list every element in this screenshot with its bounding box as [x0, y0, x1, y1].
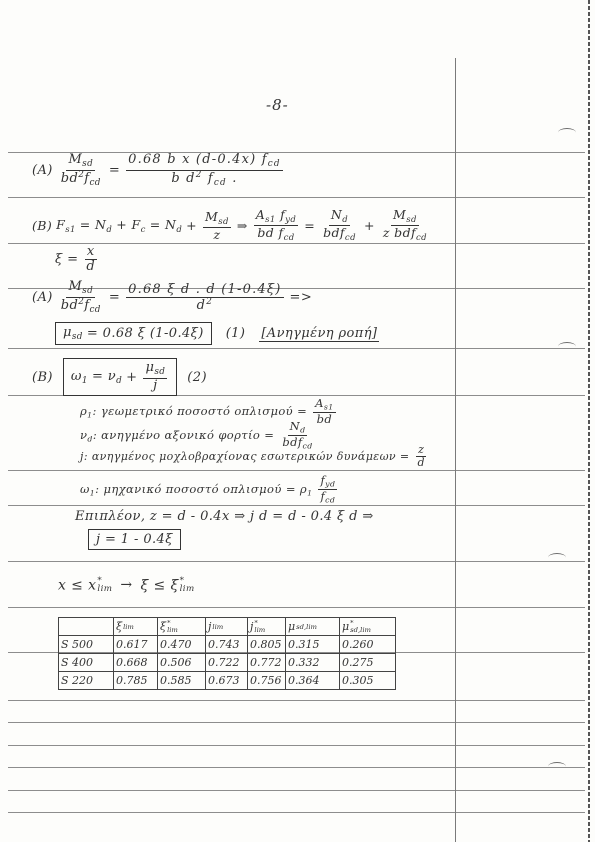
fraction [318, 474, 337, 506]
symbol: M [68, 279, 83, 294]
description: : ανηγμένο αξονικό φορτίο = [92, 427, 275, 442]
subscript: sd [82, 159, 94, 170]
symbol: A [255, 207, 266, 222]
symbol: bdf [282, 435, 303, 450]
table-header-cell [114, 618, 158, 636]
definition-j [80, 444, 429, 469]
symbol: bdf [323, 225, 345, 241]
fraction [321, 208, 358, 244]
equation-a-substitution [32, 280, 312, 315]
superscript: * [179, 576, 185, 586]
subscript: 1 [87, 410, 93, 420]
symbol: ω [80, 481, 90, 496]
symbol: f [84, 170, 90, 186]
symbol: . [226, 170, 238, 186]
ruled-line [8, 607, 585, 608]
denominator [59, 298, 103, 316]
definition-text [80, 450, 410, 463]
table-cell: 0.668 [114, 654, 158, 672]
symbol: + F [116, 216, 141, 232]
table-cell: 0.673 [206, 672, 248, 690]
term [92, 369, 122, 386]
table-corner-cell [59, 618, 114, 636]
denominator [169, 171, 239, 189]
denominator: d [86, 259, 96, 275]
ruled-line [8, 790, 585, 791]
sup-sub [212, 624, 223, 630]
subscript: cd [344, 233, 356, 244]
equation-a-definition [32, 153, 285, 188]
expression: 0.68 b x (d-0.4x) f [128, 152, 268, 167]
numerator [313, 397, 336, 413]
symbol: f [275, 207, 286, 222]
subscript: lim [167, 625, 178, 634]
definition-text [80, 404, 307, 420]
symbol: z bdf [382, 225, 417, 241]
table-cell: 0.260 [340, 636, 396, 654]
subscript: d [342, 214, 349, 225]
table-cell: 0.305 [340, 672, 396, 690]
table-cell: 0.743 [206, 636, 248, 654]
subscript: d [176, 224, 183, 235]
denominator [59, 171, 103, 189]
table-row [59, 672, 396, 690]
symbol: x ≤ x [58, 577, 97, 594]
table-cell: 0.506 [158, 654, 206, 672]
symbol: = N [149, 216, 177, 232]
symbol: f [84, 297, 90, 313]
symbol: bd f [257, 225, 284, 241]
symbol: bd [60, 170, 79, 186]
subscript: cd [325, 496, 336, 506]
reduced-moment-note: [Ανηγμένη ροπή] [261, 325, 378, 341]
sup-sub [123, 624, 134, 630]
xi-condition [141, 577, 195, 594]
subscript: cd [302, 442, 313, 452]
subscript: sd [82, 286, 94, 297]
subscript: lim [179, 584, 195, 595]
numerator [66, 153, 95, 171]
subscript: s1 [265, 214, 276, 225]
table-header-cell [158, 618, 206, 636]
subscript: cd [283, 233, 295, 244]
margin-line [455, 58, 456, 842]
superscript: * [350, 619, 354, 628]
numerator [143, 361, 167, 379]
ruled-line [8, 197, 585, 198]
numerator [318, 474, 337, 490]
symbol: μ [288, 620, 296, 633]
sup-sub [350, 620, 371, 633]
equation-j-result [88, 529, 181, 550]
table-cell: 0.756 [248, 672, 286, 690]
sup-sub [167, 620, 178, 633]
superscript: 2 [78, 169, 85, 180]
symbol: d [196, 297, 207, 313]
subscript: 1 [89, 488, 96, 498]
ruled-line [8, 722, 585, 723]
subscript: sd [71, 332, 83, 343]
equals-sign: = [108, 290, 121, 306]
subscript: 1 [307, 488, 313, 498]
denominator: bd [316, 412, 333, 427]
page-number: -8- [266, 96, 289, 114]
superscript: * [254, 619, 258, 628]
punch-hole-mark [558, 342, 576, 351]
table-cell: 0.722 [206, 654, 248, 672]
rhs-fraction [126, 153, 283, 188]
steel-grade: S 500 [59, 636, 114, 654]
subscript: 1 [81, 375, 88, 386]
ruled-line [8, 745, 585, 746]
symbol: ξ [160, 619, 167, 633]
definition-omega1 [80, 474, 339, 506]
equals-sign: = [108, 163, 121, 179]
numerator [203, 210, 231, 228]
symbol: = N [79, 216, 107, 232]
numerator [66, 280, 95, 298]
symbol: μ [342, 619, 350, 633]
table-row [59, 654, 396, 672]
definition-text [80, 482, 312, 498]
expression: = 0.68 ξ (1-0.4ξ) [86, 326, 204, 342]
table-cell: 0.585 [158, 672, 206, 690]
table-cell: 0.785 [114, 672, 158, 690]
equation-label: (B) [32, 369, 53, 385]
table-header-cell [286, 618, 340, 636]
symbol: j [80, 450, 84, 464]
steel-grade: S 400 [59, 654, 114, 672]
subscript: lim [123, 622, 134, 631]
subscript: cd [213, 177, 227, 188]
symbol: μ [145, 360, 155, 375]
arrow: → [120, 577, 133, 594]
lhs-fraction [59, 280, 103, 315]
sup-sub [180, 577, 195, 594]
equation-label: (A) [32, 290, 53, 306]
fraction [203, 210, 231, 242]
numerator [254, 208, 298, 226]
symbol: f [320, 489, 326, 504]
equation-reduced-moment [55, 322, 379, 345]
symbol: f [320, 473, 326, 487]
denominator: j [153, 377, 158, 393]
subscript: d [116, 375, 123, 386]
symbol: j [208, 620, 212, 633]
subscript: cd [416, 233, 428, 244]
superscript: * [167, 619, 171, 628]
term [56, 217, 76, 235]
subscript: yd [325, 479, 336, 489]
symbol: M [205, 208, 219, 224]
table-header-cell [248, 618, 286, 636]
symbol: f [202, 170, 214, 186]
ruled-line [8, 348, 585, 349]
numerator [391, 208, 419, 226]
symbol: = ν [91, 368, 117, 384]
fraction [254, 208, 298, 244]
plus-sign: + [363, 218, 375, 234]
term [150, 217, 182, 235]
equation-label: (B) [32, 218, 53, 234]
equation-number: (1) [225, 326, 246, 342]
superscript: 2 [78, 296, 85, 307]
table-header-row [59, 618, 396, 636]
subscript: d [300, 425, 306, 435]
symbol: A [315, 396, 324, 410]
table-cell: 0.364 [286, 672, 340, 690]
formula [63, 325, 83, 342]
subscript: lim [97, 584, 113, 595]
table-cell: 0.617 [114, 636, 158, 654]
limit-condition [58, 577, 195, 594]
table-cell: 0.332 [286, 654, 340, 672]
subscript: sd [406, 214, 417, 225]
equation-label: (A) [32, 163, 53, 179]
symbol: ξ ≤ ξ [140, 577, 179, 594]
description: : μηχανικό ποσοστό οπλισμού = ρ [95, 481, 308, 496]
symbol: ν [80, 427, 88, 442]
steel-limit-table [58, 617, 396, 690]
subscript: lim [212, 622, 224, 631]
numerator [329, 208, 350, 226]
symbol: μ [63, 325, 72, 340]
subscript: cd [89, 304, 101, 315]
plus-sign: + [126, 369, 138, 385]
table-cell: 0.470 [158, 636, 206, 654]
subscript: sd,lim [296, 622, 317, 631]
numerator: z [418, 443, 425, 456]
subscript: d [106, 224, 113, 235]
ruled-line [8, 767, 585, 768]
derivation-text: Επιπλέον, z = d - 0.4x ⇒ j d = d - 0.4 ξ d ⇒ [75, 509, 374, 524]
ruled-line [8, 812, 585, 813]
symbol: b d [171, 170, 196, 186]
rhs-fraction [126, 283, 283, 313]
punch-hole-mark [558, 128, 576, 137]
numerator [288, 420, 308, 436]
term [116, 217, 146, 235]
lhs-fraction [59, 153, 103, 188]
fraction [416, 444, 427, 469]
symbol: ξ [116, 620, 123, 633]
equation-mechanical-ratio [32, 358, 207, 396]
denominator: z [213, 227, 221, 243]
symbol: F [56, 216, 66, 232]
table-cell: 0.275 [340, 654, 396, 672]
ruled-line [8, 700, 585, 701]
symbol: M [68, 152, 83, 167]
denominator [255, 226, 296, 243]
numerator: 0.68 ξ d . d (1-0.4ξ) [128, 281, 282, 297]
subscript: cd [89, 177, 101, 188]
subscript: lim [254, 625, 266, 634]
symbol: ρ [80, 403, 88, 418]
definition-text [80, 428, 274, 444]
symbol: M [393, 207, 407, 222]
punch-hole-mark [548, 553, 566, 562]
symbol: j [250, 619, 254, 633]
superscript: 2 [195, 169, 203, 180]
ruled-line [8, 470, 585, 471]
subscript: sd [218, 216, 229, 227]
subscript: s1 [65, 224, 76, 235]
denominator [321, 226, 358, 243]
symbol: ω [70, 368, 82, 384]
table-header-cell [206, 618, 248, 636]
subscript: yd [285, 214, 297, 225]
symbol: N [330, 207, 343, 222]
numerator [126, 153, 283, 171]
denominator: d [417, 456, 425, 470]
equation-xi-definition [55, 245, 99, 275]
sup-sub [296, 624, 317, 630]
implies-arrow: => [289, 290, 313, 306]
equation-number: (2) [187, 369, 207, 385]
fraction [84, 245, 97, 275]
superscript: 2 [206, 296, 214, 307]
plus-sign: + [186, 218, 198, 234]
punch-hole-mark [548, 762, 566, 771]
symbol: N [289, 419, 301, 433]
boxed-formula [55, 322, 212, 345]
symbol: bd [60, 297, 79, 313]
subscript: sd [154, 367, 166, 378]
subscript: s1 [323, 402, 334, 412]
lhs: ξ = [55, 252, 79, 268]
denominator [318, 490, 337, 505]
equals-sign: = [304, 218, 316, 234]
fraction [143, 361, 167, 393]
boxed-formula [63, 358, 177, 396]
table-row [59, 636, 396, 654]
description: : γεωμετρικό ποσοστό οπλισμού = [92, 403, 308, 418]
numerator: x [86, 244, 95, 259]
sup-sub [97, 577, 112, 594]
x-condition [58, 577, 112, 594]
fraction [381, 208, 429, 244]
subscript: cd [267, 159, 281, 170]
term [80, 217, 112, 235]
boxed-formula: j = 1 - 0.4ξ [88, 529, 181, 550]
sup-sub [254, 620, 265, 633]
denominator [195, 298, 215, 313]
subscript: c [140, 224, 146, 235]
steel-grade: S 220 [59, 672, 114, 690]
equation-lever-arm [75, 509, 374, 524]
table-cell: 0.805 [248, 636, 286, 654]
superscript: * [97, 576, 103, 586]
table-header-cell [340, 618, 396, 636]
denominator [381, 226, 429, 243]
table-cell: 0.315 [286, 636, 340, 654]
equation-b-equilibrium [32, 208, 431, 244]
description: : ανηγμένος μοχλοβραχίονας εσωτερικών δυνάμεων = [83, 450, 410, 464]
subscript: sd,lim [350, 625, 371, 634]
table-cell: 0.772 [248, 654, 286, 672]
ruled-line [8, 561, 585, 562]
term [71, 369, 88, 386]
page-edge [588, 0, 590, 842]
subscript: d [87, 434, 93, 444]
implies-arrow: ⇒ [236, 218, 248, 234]
